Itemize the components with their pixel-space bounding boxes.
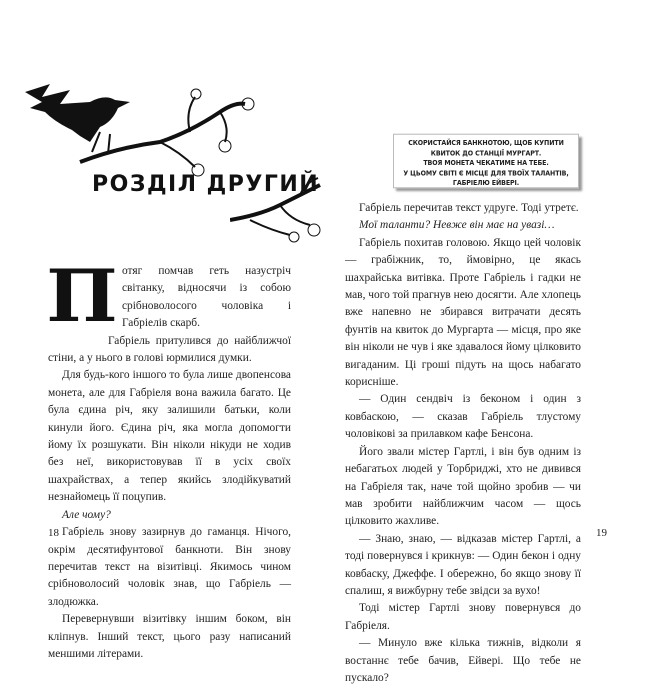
paragraph: Перевернувши візитівку іншим боком, він кліпнув. Інший текст, цього разу написаний меншими літерами. xyxy=(48,613,291,660)
paragraph xyxy=(46,253,291,338)
left-page xyxy=(0,0,325,660)
paragraph: Але чому? xyxy=(62,508,111,521)
paragraph: — Знаю, знаю, — відказав містер Гартлі, а тоді повернувся і крикнув: — Один бекон і одну ковбаску, Джеффе. І обережно, бо якщо знову її спалиш, я вижбурну тебе звідси за вухо! xyxy=(345,532,581,597)
paragraph-text: отяг помчав геть назустріч світанку, відносячи із собою срібноволосого чоловіка і Габріелів скарб. xyxy=(122,265,291,330)
paragraph: Габріель знову зазирнув до гаманця. Нічого, окрім десятифунтової банкноти. Він знову перечитав текст на візитівці. Якимось чином срібноволосий чоловік знав, що Габріель — злодюжка. xyxy=(48,526,291,608)
crow-on-branch-illustration xyxy=(20,72,260,182)
card-line: СКОРИСТАЙСЯ БАНКНОТОЮ, ЩОБ КУПИТИ КВИТОК ДО СТАНЦІЇ МУРГАРТ. xyxy=(408,140,564,158)
paragraph: Мої таланти? Невже він має на увазі… xyxy=(359,219,555,232)
left-page-body xyxy=(46,253,291,663)
paragraph: Габріель перечитав текст удруге. Тоді утретє. xyxy=(359,202,579,214)
paragraph: Габріель притулився до найближчої стіни, а у нього в голові юрмилися думки. xyxy=(48,334,291,365)
card-line: У ЦЬОМУ СВІТІ Є МІСЦЕ ДЛЯ ТВОЇХ ТАЛАНТІВ, xyxy=(403,169,569,178)
paragraph: Габріель похитав головою. Якщо цей чоловік — грабіжник, то, ймовірно, це якась шахрайська витівка. Проте Габріель і гадки не мав, чого той прагнув нею досягти. Але хлопець вже напевно не збирався витрачати десять фунтів на квиток до Мургарта — місця, про яке він ніколи не чув і яке здавалося йому цілковито вигаданим. Ці гроші підуть на щось набагато корисніше. xyxy=(345,236,581,389)
paragraph: Його звали містер Гартлі, і він був одним із небагатьох людей у Торбриджі, хто не дивився на Габріеля так, наче той щойно зробив — чи мав зробити найближчим часом — щось цілковито жахливе. xyxy=(345,445,581,528)
business-card xyxy=(393,134,579,189)
right-page-body xyxy=(345,200,581,687)
right-page xyxy=(325,0,650,684)
card-line: ТВОЯ МОНЕТА ЧЕКАТИМЕ НА ТЕБЕ. xyxy=(423,159,549,168)
paragraph: Для будь-кого іншого то була лише двопенсова монета, але для Габріеля вона важила багато. Це була єдина річ, яку залишили батьки, коли кинули його. Єдина річ, яка могла допомогти йому їх розшукати. Він ніколи нікуди не ходив без неї, використовував її в усіх своїх шахрайствах, а тепер якийсь злодійкуватий незнайомець її поцупив. xyxy=(48,369,291,504)
page-number: 18 xyxy=(48,527,59,539)
page-number: 19 xyxy=(596,527,607,539)
chapter-title: РОЗДІЛ ДРУГИЙ xyxy=(92,172,320,197)
drop-cap: П xyxy=(46,253,118,338)
paragraph: Тоді містер Гартлі знову повернувся до Габріеля. xyxy=(345,602,581,632)
card-line: ГАБРІЕЛЮ ЕЙВЕРІ. xyxy=(452,179,520,188)
paragraph: — Один сендвіч із беконом і один з ковбаскою, — сказав Габріель тлустому чоловікові за прилавком кафе Бенсона. xyxy=(345,393,581,441)
paragraph: — Минуло вже кілька тижнів, відколи я востаннє тебе бачив, Ейвері. Що тебе не пускало? xyxy=(345,637,581,684)
